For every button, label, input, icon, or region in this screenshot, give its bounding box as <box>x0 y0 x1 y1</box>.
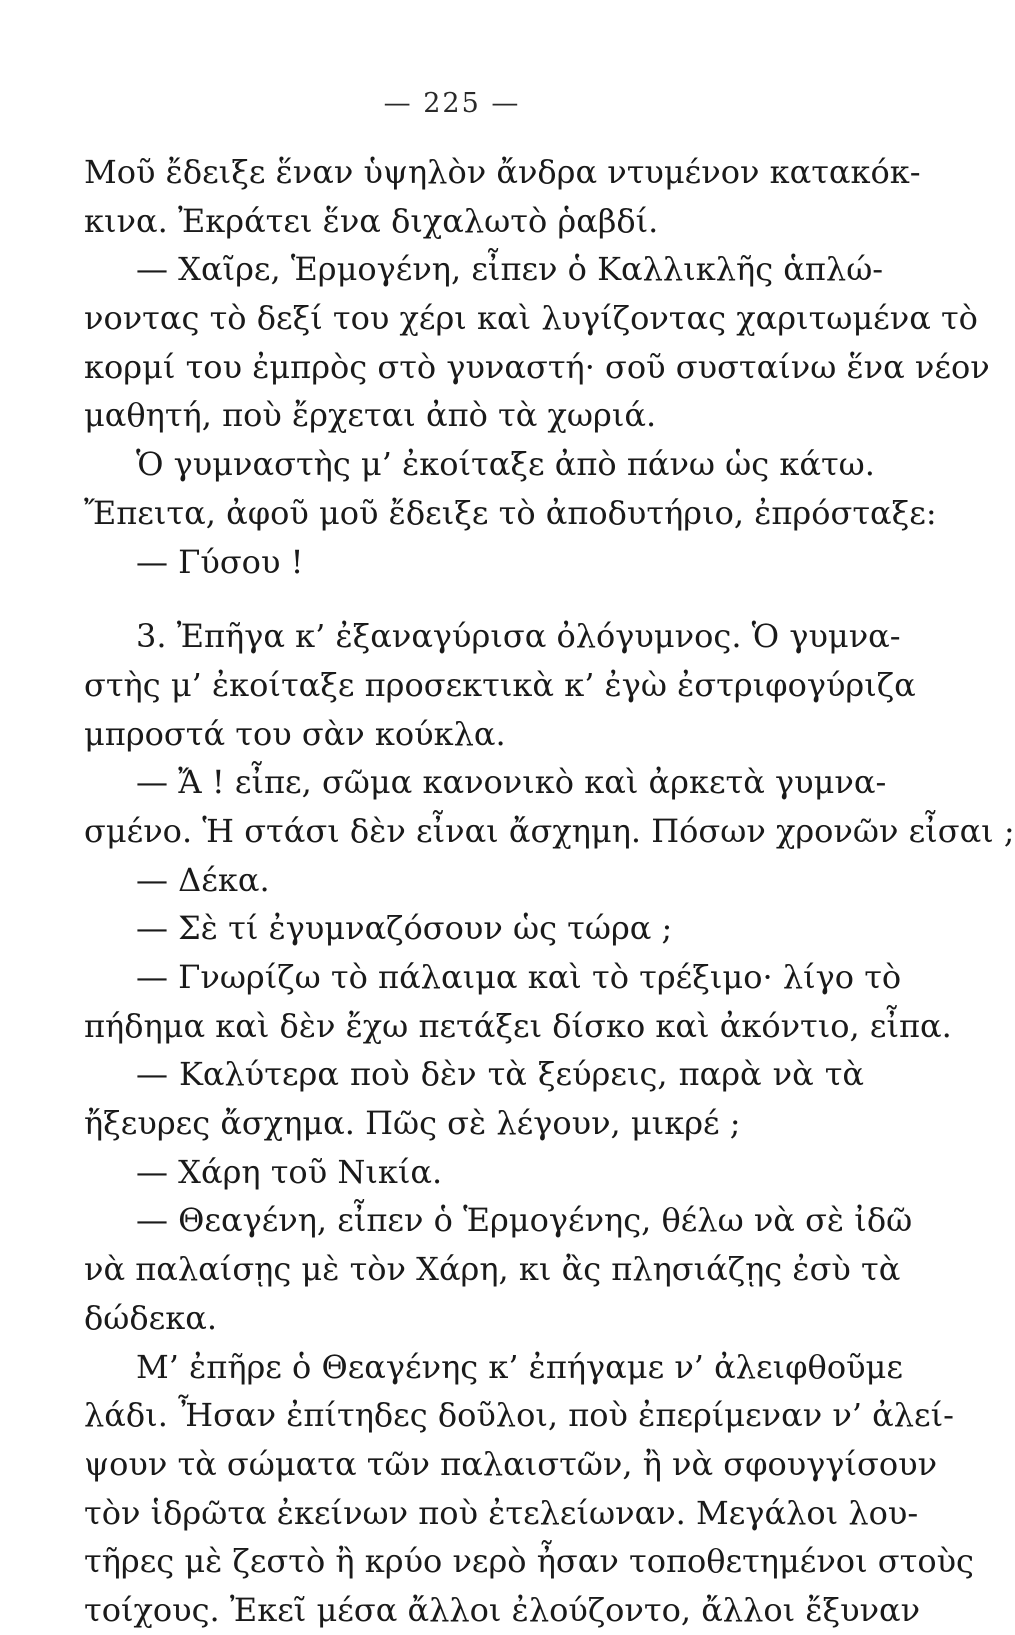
text-line: — Σὲ τί ἐγυμναζόσουν ὡς τώρα ; <box>136 909 673 948</box>
text-line: — Γνωρίζω τὸ πάλαιμα καὶ τὸ τρέξιμο· λίγο τὸ <box>136 958 902 996</box>
text-line: τὸν ἱδρῶτα ἐκείνων ποὺ ἐτελείωναν. Μεγάλοι λου- <box>84 1493 919 1532</box>
text-line: ἤξευρες ἄσχημα. Πῶς σὲ λέγουν, μικρέ ; <box>84 1104 741 1143</box>
text-line: Μοῦ ἔδειξε ἕναν ὑψηλὸν ἄνδρα ντυμένον κατακόκ- <box>84 153 921 191</box>
text-line: λάδι. Ἦσαν ἐπίτηδες δοῦλοι, ποὺ ἐπερίμεναν ν’ ἀλεί- <box>84 1396 954 1435</box>
text-line: τοίχους. Ἐκεῖ μέσα ἄλλοι ἐλούζοντο, ἄλλοι ἔξυναν <box>84 1590 921 1629</box>
text-line: κινα. Ἐκράτει ἕνα διχαλωτὸ ῥαβδί. <box>84 201 659 240</box>
text-line: — Γύσου ! <box>136 542 304 581</box>
text-line: — Καλύτερα ποὺ δὲν τὰ ξεύρεις, παρὰ νὰ τὰ <box>136 1055 864 1094</box>
text-line: μαθητή, ποὺ ἔρχεται ἀπὸ τὰ χωριά. <box>84 396 657 435</box>
page-number: — 225 — <box>383 88 521 119</box>
text-line: Ἔπειτα, ἀφοῦ μοῦ ἔδειξε τὸ ἀποδυτήριο, ἐπρόσταξε: <box>84 493 937 532</box>
text-line: ψουν τὰ σώματα τῶν παλαιστῶν, ἢ νὰ σφουγγίσουν <box>84 1444 938 1483</box>
text-line: τῆρες μὲ ζεστὸ ἢ κρύο νερὸ ἦσαν τοποθετημένοι στοὺς <box>84 1542 974 1581</box>
text-line: Ὁ γυμναστὴς μ’ ἐκοίταξε ἀπὸ πάνω ὡς κάτω. <box>136 445 875 484</box>
text-line: — Χάρη τοῦ Νικία. <box>136 1152 443 1191</box>
text-line: νοντας τὸ δεξί του χέρι καὶ λυγίζοντας χαριτωμένα τὸ <box>84 299 978 338</box>
text-line: Μ’ ἐπῆρε ὁ Θεαγένης κ’ ἐπήγαμε ν’ ἀλειφθοῦμε <box>136 1347 903 1386</box>
text-line: πήδημα καὶ δὲν ἔχω πετάξει δίσκο καὶ ἀκόντιο, εἶπα. <box>84 1006 952 1045</box>
text-line: σμένο. Ἡ στάσι δὲν εἶναι ἄσχημη. Πόσων χρονῶν εἶσαι ; <box>84 811 1015 850</box>
text-line: — Ἄ ! εἶπε, σῶμα κανονικὸ καὶ ἀρκετὰ γυμνα- <box>136 763 887 802</box>
text-line: — Δέκα. <box>136 860 270 899</box>
text-line: 3. Ἐπῆγα κ’ ἐξαναγύρισα ὀλόγυμνος. Ὁ γυμνα- <box>136 617 901 656</box>
text-line: δώδεκα. <box>84 1298 217 1337</box>
text-line: κορμί του ἐμπρὸς στὸ γυναστή· σοῦ συσταίνω ἕνα νέον <box>84 347 990 386</box>
body-text <box>84 148 1015 1635</box>
text-line: — Θεαγένη, εἶπεν ὁ Ἑρμογένης, θέλω νὰ σὲ ἰδῶ <box>136 1201 913 1240</box>
text-line: μπροστά του σὰν κούκλα. <box>84 714 506 753</box>
text-line: — Χαῖρε, Ἑρμογένη, εἶπεν ὁ Καλλικλῆς ἁπλώ- <box>136 250 884 289</box>
text-line: νὰ παλαίσῃς μὲ τὸν Χάρη, κι ἂς πλησιάζῃς ἐσὺ τὰ <box>84 1250 901 1289</box>
text-line: στὴς μ’ ἐκοίταξε προσεκτικὰ κ’ ἐγὼ ἐστριφογύριζα <box>84 665 916 704</box>
